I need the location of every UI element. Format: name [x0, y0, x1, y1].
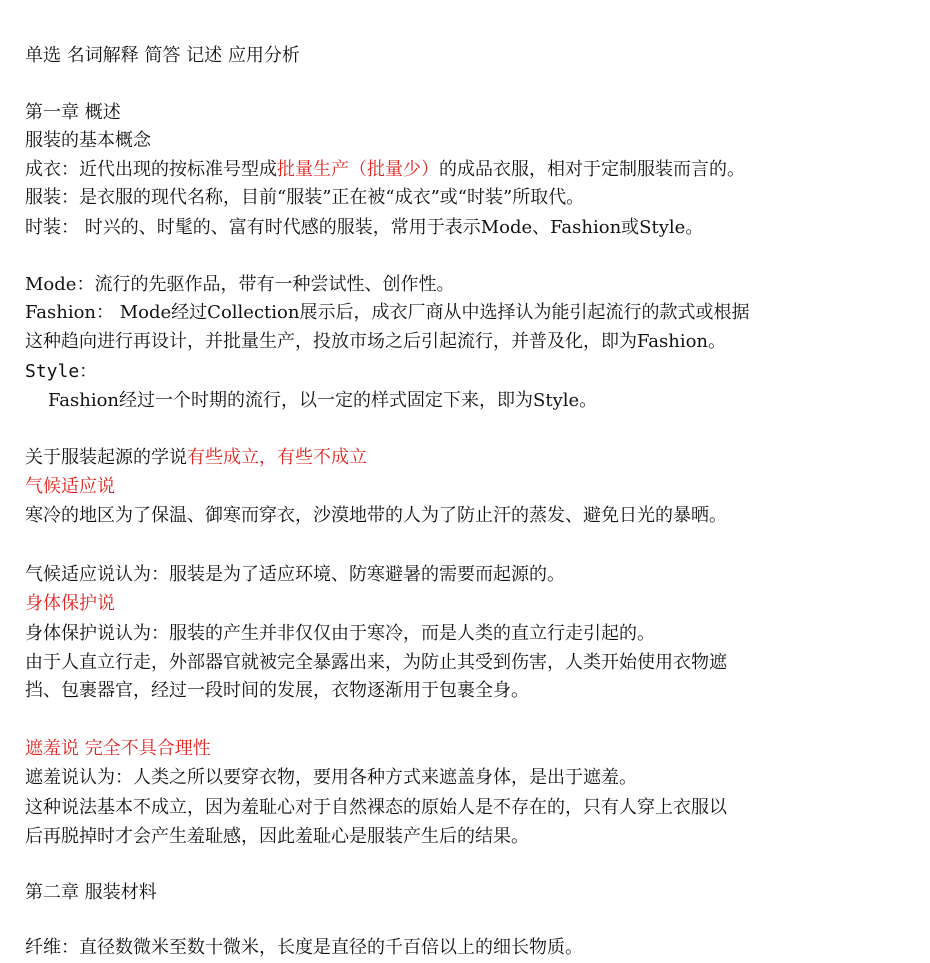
- climate-theory-text-2: 气候适应说认为：服装是为了适应环境、防寒避暑的需要而起源的。: [25, 564, 565, 585]
- modesty-theory-text-2: 这种说法基本不成立，因为羞耻心对于自然裸态的原始人是不存在的，只有人穿上衣服以: [25, 797, 727, 818]
- definition-style-body: Fashion经过一个时期的流行，以一定的样式固定下来，即为Style。: [48, 390, 598, 411]
- climate-theory-text-1: 寒冷的地区为了保温、御寒而穿衣，沙漠地带的人为了防止汗的蒸发、避免日光的暴晒。: [25, 505, 727, 526]
- climate-theory-title: 气候适应说: [25, 476, 115, 497]
- chapter-2-title: 第二章 服装材料: [25, 882, 157, 903]
- definition-fashion-line-2: 这种趋向进行再设计，并批量生产，投放市场之后引起流行，并普及化，即为Fashion。: [25, 331, 727, 352]
- exam-types-header: 单选 名词解释 简答 记述 应用分析: [25, 45, 300, 66]
- origin-theories-prefix: 关于服装起源的学说: [25, 447, 187, 468]
- definition-style-label: Style：: [25, 361, 98, 382]
- definition-chengyi-highlight: 批量生产（批量少）: [277, 159, 439, 180]
- modesty-theory-text-3: 后再脱掉时才会产生羞耻感，因此羞耻心是服装产生后的结果。: [25, 826, 529, 847]
- body-protection-text-1: 身体保护说认为：服装的产生并非仅仅由于寒冷，而是人类的直立行走引起的。: [25, 623, 655, 644]
- body-protection-text-2: 由于人直立行走，外部器官就被完全暴露出来，为防止其受到伤害，人类开始使用衣物遮: [25, 652, 727, 673]
- modesty-theory-title: 遮羞说 完全不具合理性: [25, 738, 211, 759]
- origin-theories-note: 有些成立，有些不成立: [187, 447, 367, 468]
- chapter-1-title: 第一章 概述: [25, 102, 121, 123]
- definition-chengyi: [25, 156, 910, 184]
- definition-fashion-line-1: Fashion： Mode经过Collection展示后，成衣厂商从中选择认为能引起流行的款式或根据: [25, 302, 750, 323]
- modesty-theory-text-1: 遮羞说认为：人类之所以要穿衣物，要用各种方式来遮盖身体，是出于遮羞。: [25, 767, 637, 788]
- origin-theories-heading: [25, 444, 910, 472]
- definition-mode: Mode：流行的先驱作品，带有一种尝试性、创作性。: [25, 274, 455, 295]
- definition-shizhuang: 时装： 时兴的、时髦的、富有时代感的服装，常用于表示Mode、Fashion或Style。: [25, 217, 704, 238]
- body-protection-title: 身体保护说: [25, 593, 115, 614]
- body-protection-text-3: 挡、包裹器官，经过一段时间的发展，衣物逐渐用于包裹全身。: [25, 680, 529, 701]
- definition-fiber: 纤维：直径数微米至数十微米，长度是直径的千百倍以上的细长物质。: [25, 937, 583, 958]
- definition-fuzhuang: 服装：是衣服的现代名称，目前“服装”正在被“成衣”或“时装”所取代。: [25, 187, 585, 208]
- section-basic-concept: 服装的基本概念: [25, 130, 151, 151]
- definition-chengyi-suffix: 的成品衣服，相对于定制服装而言的。: [439, 159, 745, 180]
- definition-chengyi-prefix: 成衣：近代出现的按标准号型成: [25, 159, 277, 180]
